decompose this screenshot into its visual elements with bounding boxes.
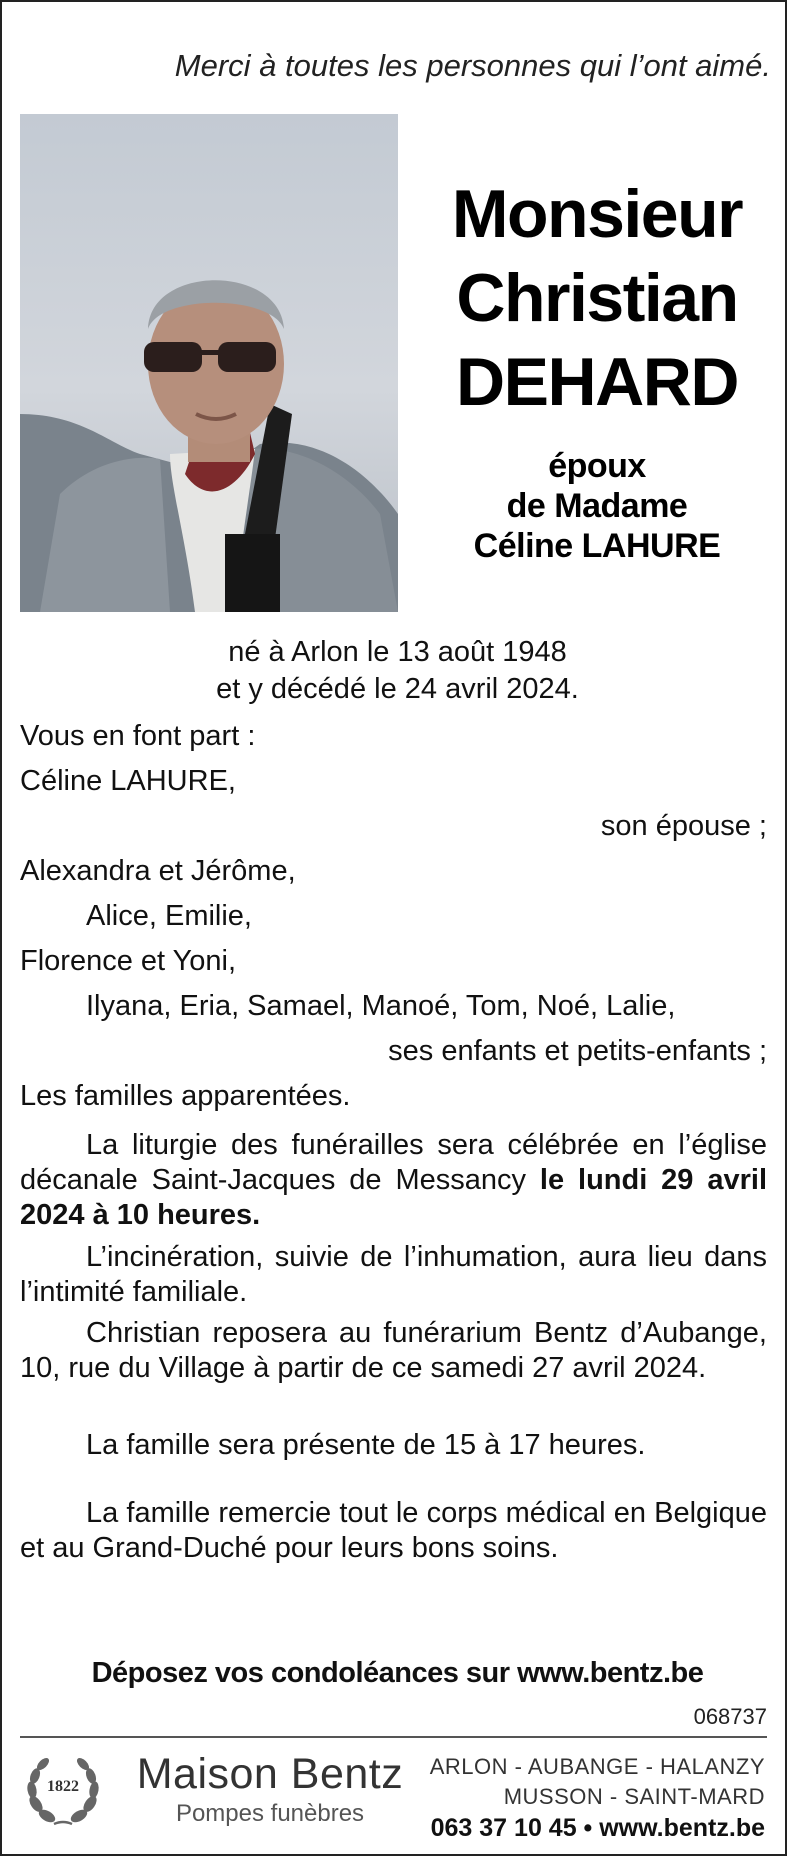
funeral-home-locations — [430, 1752, 765, 1812]
family-relatives: Les familles apparentées. — [20, 1080, 351, 1112]
brand-name: Maison Bentz — [136, 1750, 404, 1798]
cremation-text: L’incinération, suivie de l’inhumation, aura lieu dans l’intimité familiale. — [20, 1241, 767, 1308]
family-spouse-name: Céline LAHURE, — [20, 765, 236, 797]
presence-text: La famille sera présente de 15 à 17 heures. — [86, 1429, 646, 1461]
family-child-1: Alexandra et Jérôme, — [20, 855, 296, 887]
rest-text: Christian reposera au funérarium Bentz d’Aubange, 10, rue du Village à partir de ce samedi 27 avril 2024. — [20, 1317, 767, 1384]
liturgy-paragraph — [20, 1128, 767, 1233]
thanks-paragraph — [20, 1496, 767, 1566]
birth-death-info — [2, 634, 791, 708]
liturgy-date: le lundi 29 avril 2024 à 10 heures. — [20, 1164, 768, 1231]
family-intro: Vous en font part : — [20, 720, 256, 752]
spouse-line-2: de Madame — [506, 487, 688, 525]
funeral-home-brand — [120, 1750, 420, 1830]
locations-line-1: ARLON - AUBANGE - HALANZY — [429, 1754, 765, 1779]
footer-divider — [20, 1736, 767, 1738]
presence-paragraph — [20, 1428, 767, 1463]
liturgy-text: La liturgie des funérailles sera célébrée en l’église décanale Saint-Jacques de Messancy — [20, 1129, 767, 1196]
family-list — [20, 714, 767, 1119]
death-line: et y décédé le 24 avril 2024. — [216, 673, 579, 705]
family-grandchildren-1: Alice, Emilie, — [86, 900, 252, 932]
condoleances-link[interactable]: Déposez vos condoléances sur www.bentz.be — [91, 1657, 704, 1689]
seal-year: 1822 — [47, 1778, 79, 1795]
family-children-role: ses enfants et petits-enfants ; — [388, 1035, 767, 1067]
deceased-name — [422, 172, 772, 424]
brand-subtitle: Pompes funèbres — [175, 1800, 365, 1827]
thanks-quote: Merci à toutes les personnes qui l’ont aimé. — [174, 48, 771, 83]
spouse-line-1: époux — [548, 447, 646, 485]
family-spouse-role: son épouse ; — [600, 810, 767, 842]
thanks-text: La famille remercie tout le corps médical en Belgique et au Grand-Duché pour leurs bons soins. — [20, 1497, 767, 1564]
reference-number: 068737 — [693, 1704, 767, 1729]
laurel-wreath-icon — [22, 1748, 104, 1830]
portrait-image — [20, 114, 398, 612]
spouse-line-3: Céline LAHURE — [473, 527, 721, 565]
birth-line: né à Arlon le 13 août 1948 — [228, 636, 567, 668]
name-line-title: Monsieur — [451, 176, 743, 252]
funeral-home-contact[interactable]: 063 37 10 45 • www.bentz.be — [430, 1814, 765, 1842]
family-child-2: Florence et Yoni, — [20, 945, 237, 977]
family-grandchildren-2: Ilyana, Eria, Samael, Manoé, Tom, Noé, Lalie, — [86, 990, 676, 1022]
name-line-last-name: DEHARD — [456, 344, 738, 420]
locations-line-2: MUSSON - SAINT-MARD — [503, 1784, 765, 1809]
portrait-photo — [20, 114, 398, 612]
spouse-block — [432, 446, 762, 566]
rest-paragraph — [20, 1316, 767, 1386]
name-line-first-name: Christian — [456, 260, 738, 336]
cremation-paragraph — [20, 1240, 767, 1310]
